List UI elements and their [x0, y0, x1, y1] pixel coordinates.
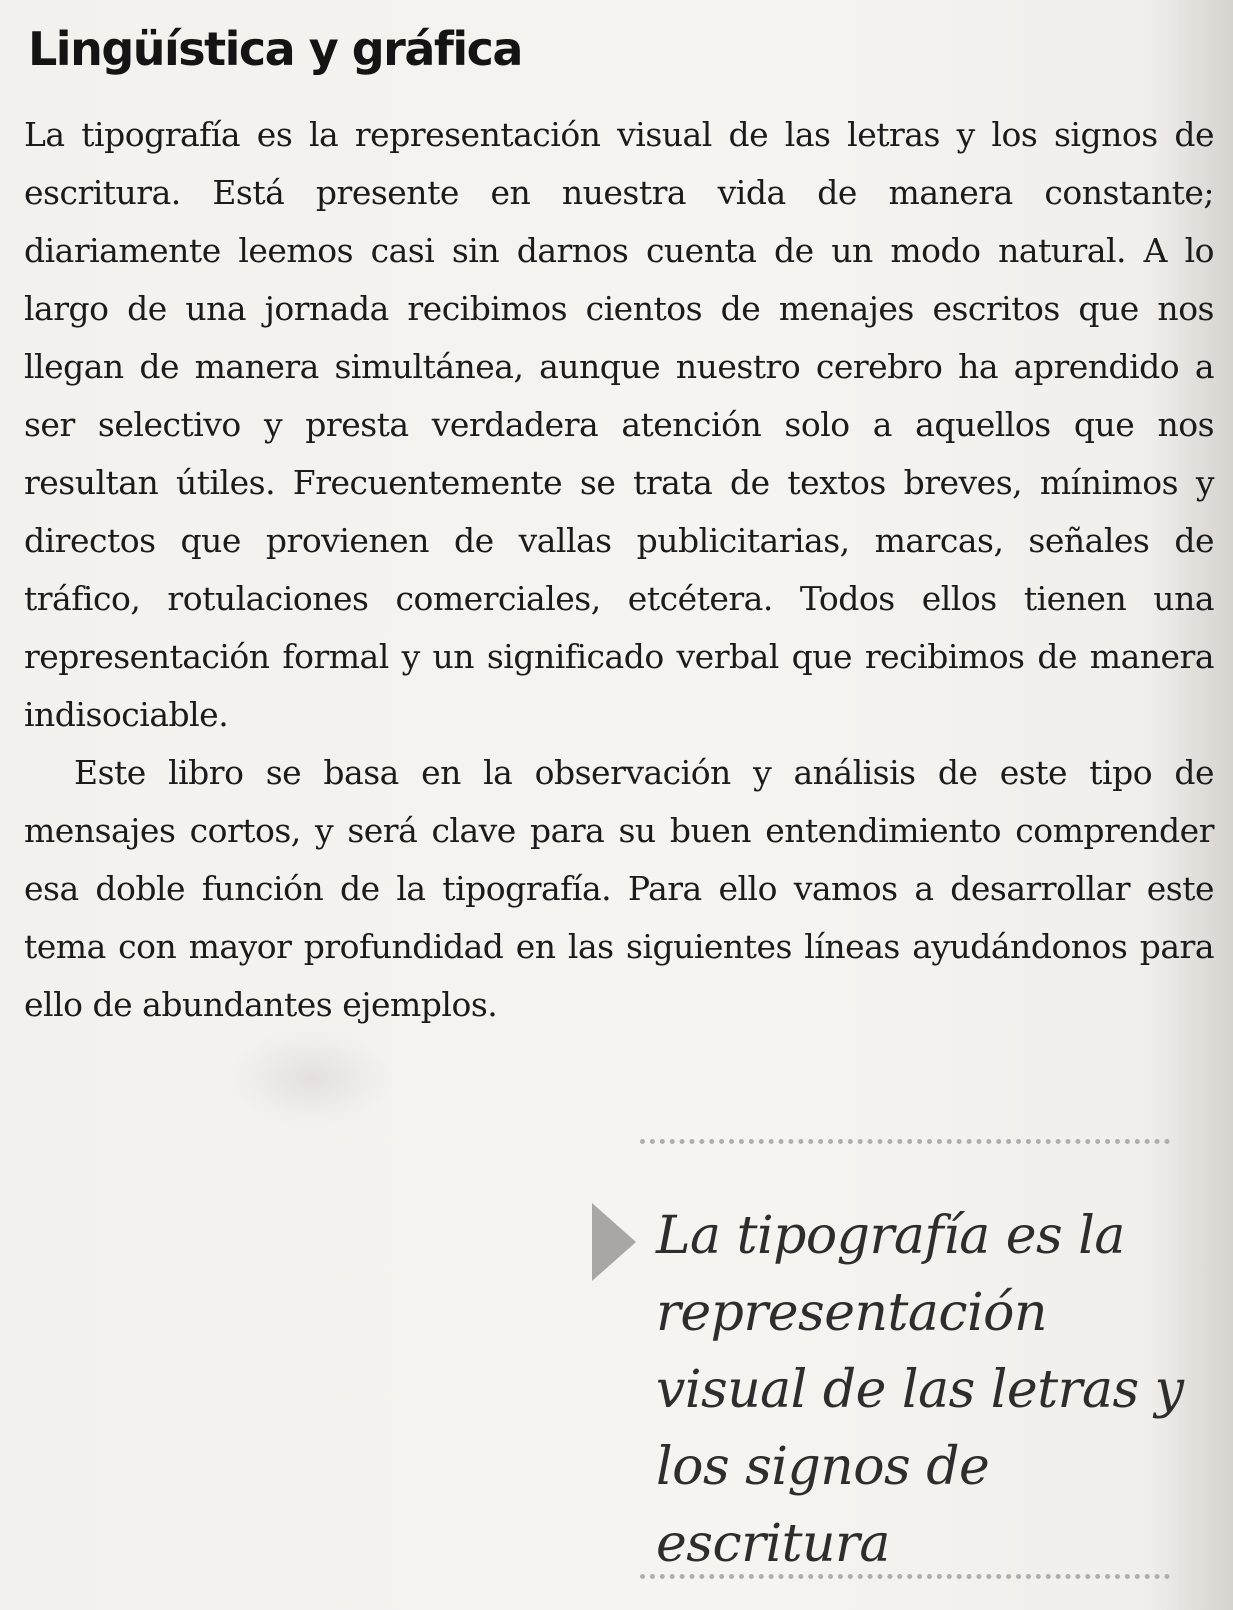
dotted-rule-top	[640, 1139, 1170, 1144]
paragraph-2: Este libro se basa en la observación y análisis de este tipo de mensajes cortos, y será clave para su buen entendimiento comprender esa doble función de la tipografía. Para ello vamos a desarrollar este tema con mayor profundidad en las siguientes líneas ayudándonos para ello de abundantes ejemplos.	[24, 753, 1214, 1024]
pull-quote: La tipografía es la representación visual de las letras y los signos de escritura	[656, 1206, 1184, 1574]
body-text	[24, 106, 1214, 1034]
section-heading: Lingüística y gráfica	[28, 22, 522, 76]
paragraph-1: La tipografía es la representación visual de las letras y los signos de escritura. Está presente en nuestra vida de manera constante; diariamente leemos casi sin darnos cuenta de un modo natural. A lo largo de una jornada recibimos cientos de menajes escritos que nos llegan de manera simultánea, aunque nuestro cerebro ha aprendido a ser selectivo y presta verdadera atención solo a aquellos que nos resultan útiles. Frecuentemente se trata de textos breves, mínimos y directos que provienen de vallas publicitarias, marcas, señales de tráfico, rotulaciones comerciales, etcétera. Todos ellos tienen una representación formal y un significado verbal que recibimos de manera indisociable.	[24, 115, 1214, 734]
dotted-rule-bottom	[640, 1574, 1170, 1579]
paper-stain	[232, 1030, 392, 1125]
triangle-arrow-icon	[592, 1203, 636, 1281]
